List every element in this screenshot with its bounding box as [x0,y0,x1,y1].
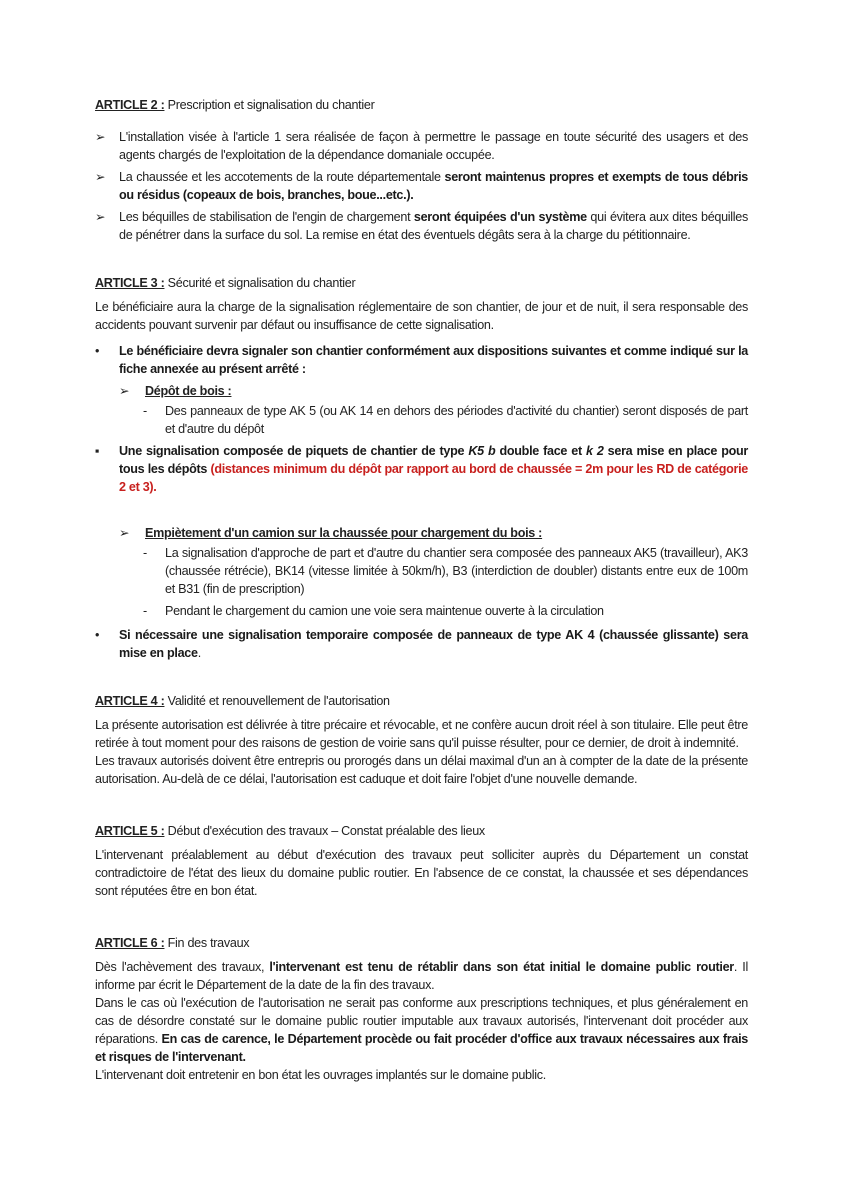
paragraph: Le bénéficiaire aura la charge de la signalisation réglementaire de son chantier, de jour et de nuit, il sera responsable des accidents pouvant survenir par défaut ou insuffisance de cette signalisation. [95,300,748,332]
sub-heading [95,524,748,542]
bullet-icon: • [95,344,100,358]
paragraph-text-bold: l'intervenant est tenu de rétablir dans son état initial le domaine public routier [269,960,734,974]
arrow-bullet-icon: ➢ [95,130,106,144]
article-label: ARTICLE 6 : [95,936,165,950]
article-label: ARTICLE 4 : [95,694,165,708]
article-5-heading [95,822,748,840]
article-title: Début d'exécution des travaux – Constat préalable des lieux [164,824,485,838]
article-title: Fin des travaux [164,936,250,950]
arrow-bullet-icon: ➢ [95,210,106,224]
list-item [95,342,748,378]
paragraph: L'intervenant préalablement au début d'exécution des travaux peut solliciter auprès du Département un constat contradictoire de l'état des lieux du domaine public routier. En l'absence de ce constat, la chaussée et ses dépendances sont réputées être en bon état. [95,848,748,898]
item-text-bold: Une signalisation composée de piquets de chantier de type [119,444,469,458]
list-item [95,442,748,496]
dash-icon: - [143,604,147,618]
article-2-heading [95,96,748,114]
article-title: Prescription et signalisation du chantier [164,98,375,112]
document-page [95,96,748,1084]
article-6-heading [95,934,748,952]
sub-heading-text: Empiètement d'un camion sur la chaussée pour chargement du bois : [145,526,543,540]
list-item [95,208,748,244]
item-text-bold: Si nécessaire une signalisation temporaire composée de panneaux de type AK 4 (chaussée glissante) sera mise en place [119,628,748,660]
article-4-heading [95,692,748,710]
article-4 [95,692,748,788]
bullet-icon: • [95,628,100,642]
arrow-bullet-icon: ➢ [119,384,130,398]
dash-icon: - [143,546,147,560]
item-text-italic: k 2 [585,444,604,458]
list-item [95,168,748,204]
item-text: La chaussée et les accotements de la route départementale [119,170,445,184]
paragraph: Les travaux autorisés doivent être entrepris ou prorogés dans un délai maximal d'un an à compter de la date de la présente autorisation. Au-delà de ce délai, l'autorisation est caduque et doit faire l'objet d'une nouvelle demande. [95,754,748,786]
article-label: ARTICLE 2 : [95,98,165,112]
paragraph-text: Dès l'achèvement des travaux, [95,960,270,974]
paragraph: L'intervenant doit entretenir en bon état les ouvrages implantés sur le domaine public. [95,1068,546,1082]
list-item [95,626,748,662]
item-text: Les béquilles de stabilisation de l'engin de chargement [119,210,414,224]
arrow-bullet-icon: ➢ [119,526,130,540]
article-label: ARTICLE 3 : [95,276,165,290]
dash-icon: - [143,404,147,418]
item-text: La signalisation d'approche de part et d'autre du chantier sera composée des panneaux AK5 (travailleur), AK3 (chaussée rétrécie), BK14 (vitesse limitée à 50km/h), B3 (interdiction de doubler) distants entre eux de 100m et B31 (fin de prescription) [165,546,748,596]
article-3-heading [95,274,748,292]
article-3 [95,274,748,662]
item-text-bold: double face et [495,444,586,458]
item-text-bold: seront équipées d'un système [413,210,587,224]
article-title: Sécurité et signalisation du chantier [164,276,356,290]
item-text-italic: K5 b [468,444,496,458]
paragraph: La présente autorisation est délivrée à titre précaire et révocable, et ne confère aucun droit réel à son titulaire. Elle peut être retirée à tout moment pour des raisons de gestion de voirie sans qu'il puisse résulter, pour ce dernier, de droit à indemnité. [95,718,748,750]
article-2 [95,96,748,244]
paragraph [95,958,748,994]
dash-item [95,402,748,438]
paragraph [95,994,748,1066]
item-text-bold: sera mise en place pour tous les dépôts [119,444,749,476]
article-label: ARTICLE 5 : [95,824,165,838]
paragraph-text: . Il informe par écrit le Département de la date de la fin des travaux. [95,960,748,992]
article-title: Validité et renouvellement de l'autorisation [164,694,390,708]
item-text: Des panneaux de type AK 5 (ou AK 14 en dehors des périodes d'activité du chantier) seront disposés de part et d'autre du dépôt [165,404,748,436]
dash-item [95,602,748,620]
sub-heading-text: Dépôt de bois : [145,384,232,398]
item-text-bold: seront maintenus propres et exempts de tous débris ou résidus (copeaux de bois, branches, boue...etc.). [119,170,748,202]
paragraph-text: Dans le cas où l'exécution de l'autorisation ne serait pas conforme aux prescriptions techniques, et plus généralement en cas de désordre constaté sur le domaine public routier imputable aux travaux autorisés, l'intervenant doit procéder aux réparations. [95,996,748,1046]
paragraph-text-bold: En cas de carence, le Département procède ou fait procéder d'office aux travaux nécessaires aux frais et risques de l'intervenant. [95,1032,749,1064]
item-text: . [197,646,201,660]
item-text: qui évitera aux dites béquilles de pénétrer dans la surface du sol. La remise en état des éventuels dégâts sera à la charge du pétitionnaire. [119,210,749,242]
item-text: Pendant le chargement du camion une voie sera maintenue ouverte à la circulation [165,604,604,618]
square-bullet-icon: ▪ [95,444,100,458]
item-text-red: (distances minimum du dépôt par rapport au bord de chaussée = 2m pour les RD de catégorie 2 et 3). [119,462,748,494]
item-text: L'installation visée à l'article 1 sera réalisée de façon à permettre le passage en toute sécurité des usagers et des agents chargés de l'exploitation de la dépendance domaniale occupée. [119,130,748,162]
list-item [95,128,748,164]
article-5 [95,822,748,900]
sub-heading [95,382,748,400]
article-6 [95,934,748,1084]
dash-item [95,544,748,598]
item-text-bold: Le bénéficiaire devra signaler son chantier conformément aux dispositions suivantes et comme indiqué sur la fiche annexée au présent arrêté : [119,344,748,376]
arrow-bullet-icon: ➢ [95,170,106,184]
